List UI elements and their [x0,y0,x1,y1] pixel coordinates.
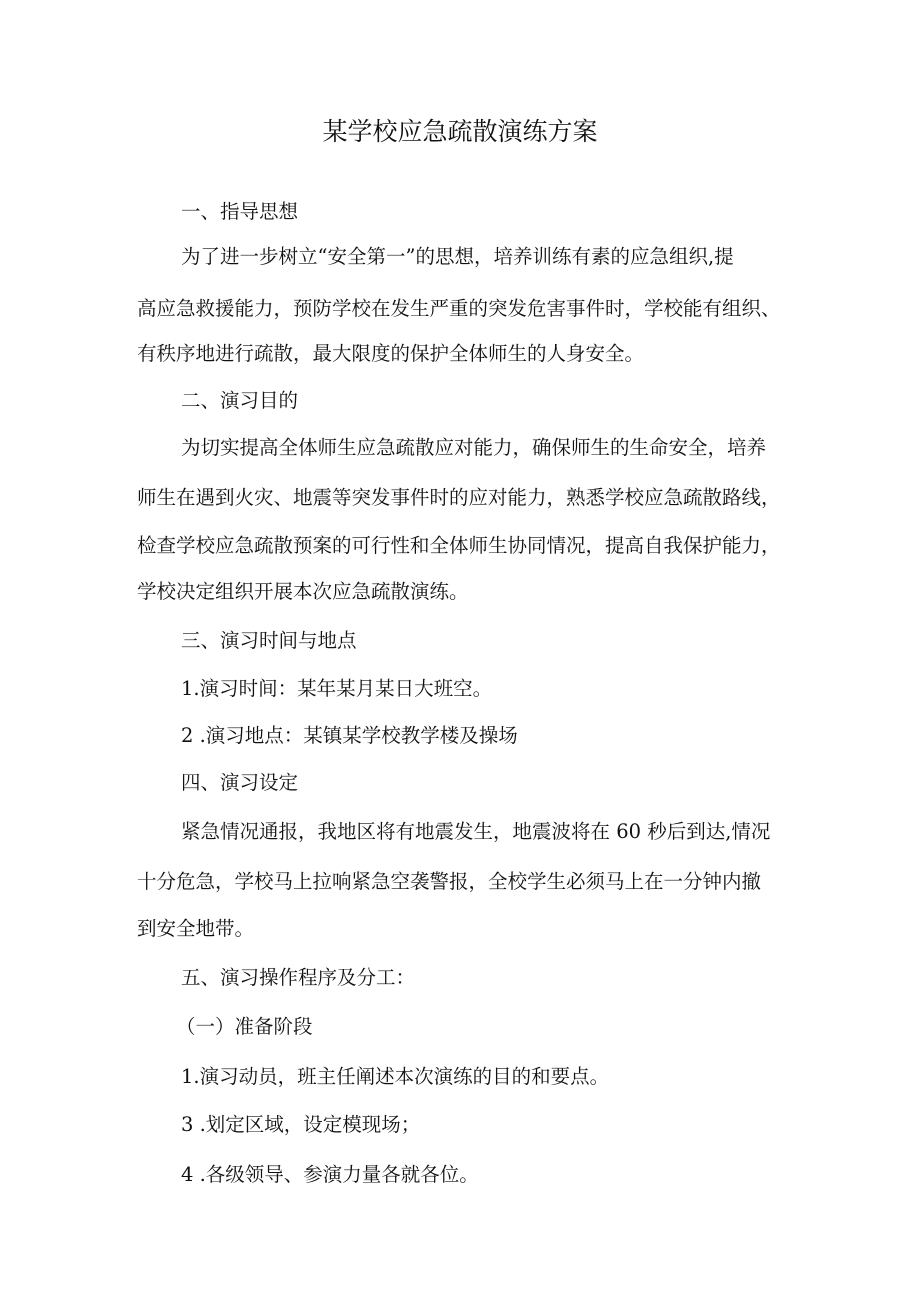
list-item: 3 .划定区域，设定模现场； [181,1113,421,1136]
section-heading: 四、演习设定 [181,771,299,794]
paragraph-line: 学校决定组织开展本次应急疏散演练。 [137,580,469,603]
list-item: 2 .演习地点：某镇某学校教学楼及操场 [181,724,518,747]
list-item: 1.演习动员，班主任阐述本次演练的目的和要点。 [181,1065,610,1088]
paragraph-line: 十分危急，学校马上拉响紧急空袭警报，全校学生必须马上在一分钟内撤 [137,870,762,893]
paragraph-line: 为了进一步树立“安全第一”的思想，培养训练有素的应急组织,提 [181,245,734,268]
document-title: 某学校应急疏散演练方案 [322,117,598,146]
paragraph-line: 有秩序地进行疏散，最大限度的保护全体师生的人身安全。 [137,342,645,365]
paragraph-line: 检查学校应急疏散预案的可行性和全体师生协同情况，提高自我保护能力， [137,534,781,557]
section-heading: 五、演习操作程序及分工： [181,966,416,989]
paragraph-line: 紧急情况通报，我地区将有地震发生，地震波将在 60 秒后到达,情况 [181,820,771,843]
list-item: 1.演习时间：某年某月某日大班空。 [181,677,493,700]
section-heading: 三、演习时间与地点 [181,629,357,652]
paragraph-line: 到安全地带。 [137,917,255,940]
paragraph-line: 为切实提高全体师生应急疏散应对能力，确保师生的生命安全，培养 [181,436,767,459]
subsection-heading: （一）准备阶段 [176,1015,313,1038]
list-item: 4 .各级领导、参演力量各就各位。 [181,1163,479,1186]
section-heading: 一、指导思想 [181,200,299,223]
section-heading: 二、演习目的 [181,389,299,412]
paragraph-line: 师生在遇到火灾、地震等突发事件时的应对能力，熟悉学校应急疏散路线， [137,486,781,509]
paragraph-line: 高应急救援能力，预防学校在发生严重的突发危害事件时，学校能有组织、 [137,297,781,320]
